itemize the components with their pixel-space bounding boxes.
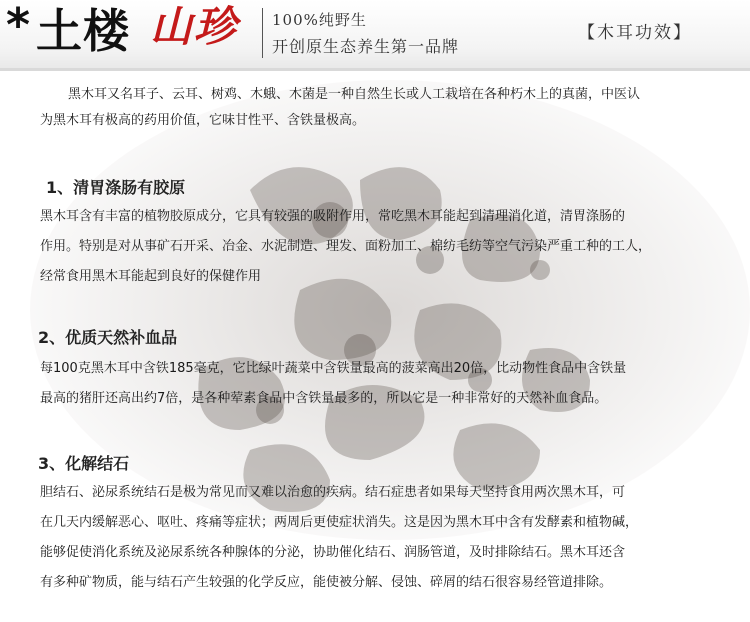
brand-accent-calligraphy: 山珍: [150, 2, 239, 51]
section-tag: 【木耳功效】: [578, 23, 692, 43]
section-3-line-4: 有多种矿物质，能与结石产生较强的化学反应，能使被分解、侵蚀、碎屑的结石很容易经管道排除。: [40, 575, 613, 590]
header-divider: [0, 68, 750, 71]
section-3-line-2: 在几天内缓解恶心、呕吐、疼痛等症状；两周后更使症状消失。这是因为黑木耳中含有发酵素和植物碱，: [40, 515, 639, 530]
section-1-line-2: 作用。特别是对从事矿石开采、冶金、水泥制造、理发、面粉加工、棉纺毛纺等空气污染严重工种的工人，: [40, 239, 652, 254]
header-separator: [262, 8, 263, 58]
section-3-line-3: 能够促使消化系统及泌尿系统各种腺体的分泌，协助催化结石、润肠管道，及时排除结石。黑木耳还含: [40, 545, 626, 560]
brand-name: 土楼: [36, 4, 130, 58]
section-1-line-3: 经常食用黑木耳能起到良好的保健作用: [40, 269, 262, 284]
section-1-line-1: 黑木耳含有丰富的植物胶原成分，它具有较强的吸附作用，常吃黑木耳能起到清理消化道，清胃涤肠的: [40, 209, 626, 224]
intro-line-1: 黑木耳又名耳子、云耳、树鸡、木蛾、木菌是一种自然生长或人工栽培在各种朽木上的真菌，中医认: [68, 87, 641, 102]
slogan-line-1: 100%纯野生: [272, 11, 367, 29]
section-1-heading: 1、清胃涤肠有胶原: [46, 178, 186, 197]
brand-star: *: [6, 0, 31, 52]
intro-line-2: 为黑木耳有极高的药用价值，它味甘性平、含铁量极高。: [40, 113, 366, 128]
section-2-heading: 2、优质天然补血品: [38, 328, 178, 347]
section-3-heading: 3、化解结石: [38, 454, 130, 473]
section-2-line-1: 每100克黑木耳中含铁185毫克，它比绿叶蔬菜中含铁量最高的菠菜高出20倍，比动物性食品中含铁量: [40, 361, 627, 376]
section-3-line-1: 胆结石、泌尿系统结石是极为常见而又难以治愈的疾病。结石症患者如果每天坚持食用两次黑木耳，可: [40, 485, 626, 500]
section-2-line-2: 最高的猪肝还高出约7倍，是各种荤素食品中含铁量最多的，所以它是一种非常好的天然补血食品。: [40, 391, 608, 406]
slogan-line-2: 开创原生态养生第一品牌: [272, 37, 460, 56]
